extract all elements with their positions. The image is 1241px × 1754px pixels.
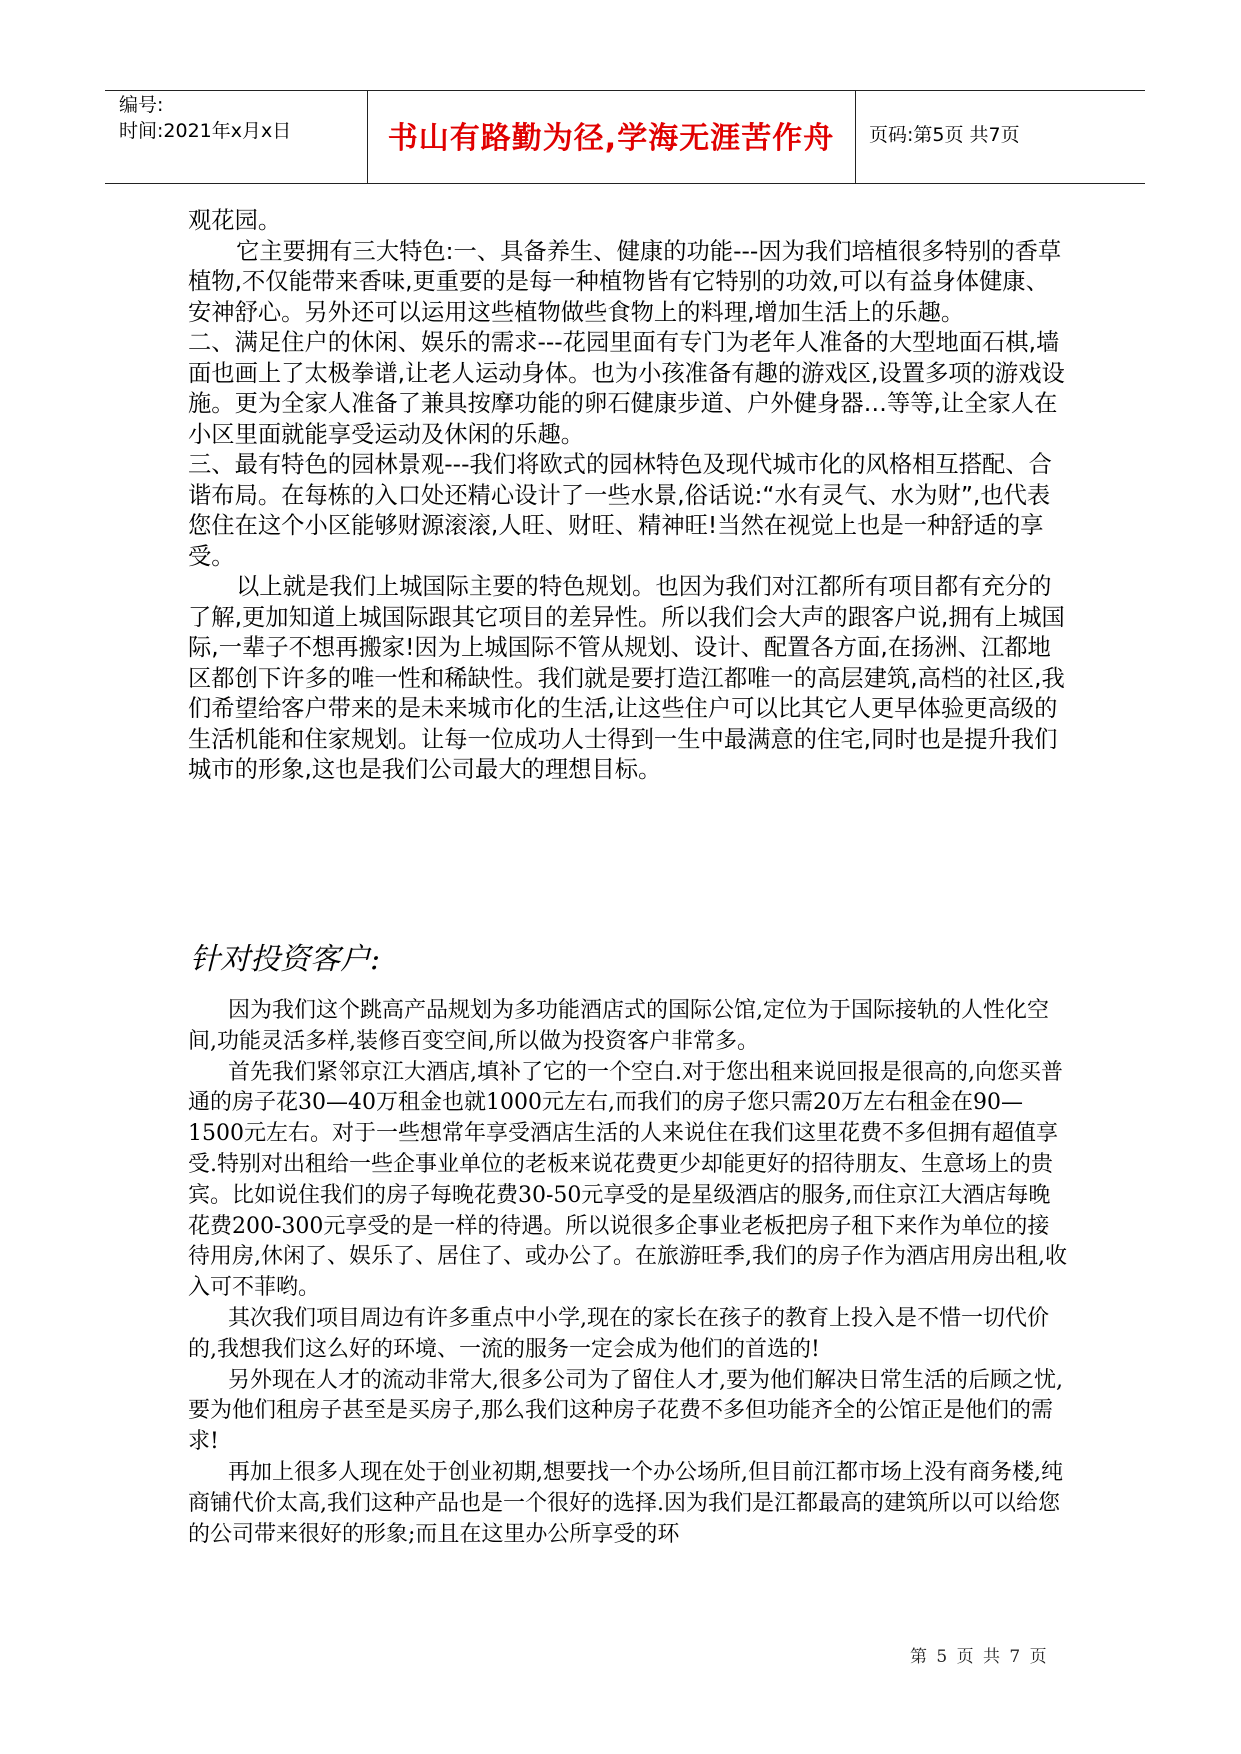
header-page-cell (855, 91, 1145, 183)
paragraph: 其次我们项目周边有许多重点中小学,现在的家长在孩子的教育上投入是不惜一切代价的,我想我们这么好的环境、一流的服务一定会成为他们的首选的! (188, 1305, 1049, 1362)
paragraph: 以上就是我们上城国际主要的特色规划。也因为我们对江都所有项目都有充分的了解,更加知道上城国际跟其它项目的差异性。所以我们会大声的跟客户说,拥有上城国际,一辈子不想再搬家!因为上城国际不管从规划、设计、配置各方面,在扬洲、江都地区都创下许多的唯一性和稀缺性。我们就是要打造江都唯一的高层建筑,高档的社区,我们希望给客户带来的是未来城市化的生活,让这些住户可以比其它人更早体验更高级的生活机能和住家规划。让每一位成功人士得到一生中最满意的住宅,同时也是提升我们城市的形象,这也是我们公司最大的理想目标。 (188, 573, 1065, 783)
body-text-intro (188, 206, 1068, 786)
section-heading: 针对投资客户: (190, 942, 381, 977)
body-text-investors (188, 996, 1068, 1550)
paragraph: 因为我们这个跳高产品规划为多功能酒店式的国际公馆,定位为于国际接轨的人性化空间,功能灵活多样,装修百变空间,所以做为投资客户非常多。 (188, 998, 1049, 1054)
header-meta-cell (105, 91, 368, 183)
paragraph: 首先我们紧邻京江大酒店,填补了它的一个空白.对于您出租来说回报是很高的,向您买普通的房子花30—40万租金也就1000元左右,而我们的房子您只需20万左右租金在90—1500元左右。对于一些想常年享受酒店生活的人来说住在我们这里花费不多但拥有超值享受.特别对出租给一些企事业单位的老板来说花费更少却能更好的招待朋友、生意场上的贵宾。比如说住我们的房子每晚花费30-50元享受的是星级酒店的服务,而住京江大酒店每晚花费200-300元享受的是一样的待遇。所以说很多企事业老板把房子租下来作为单位的接待用房,休闲了、娱乐了、居住了、或办公了。在旅游旺季,我们的房子作为酒店用房出租,收入可不菲哟。 (188, 1059, 1067, 1301)
document-time-label: 时间:2021年x月x日 (119, 120, 292, 142)
paragraph: 再加上很多人现在处于创业初期,想要找一个办公场所,但目前江都市场上没有商务楼,纯商铺代价太高,我们这种产品也是一个很好的选择.因为我们是江都最高的建筑所以可以给您的公司带来很好的形象;而且在这里办公所享受的环 (188, 1459, 1063, 1547)
page-footer-number: 第 5 页 共 7 页 (910, 1647, 1049, 1667)
header-motto-cell (367, 91, 856, 183)
header-page-number: 页码:第5页 共7页 (869, 124, 1020, 146)
paragraph: 它主要拥有三大特色:一、具备养生、健康的功能---因为我们培植很多特别的香草植物,不仅能带来香味,更重要的是每一种植物皆有它特别的功效,可以有益身体健康、安神舒心。另外还可以运用这些植物做些食物上的料理,增加生活上的乐趣。 (188, 237, 1062, 326)
paragraph: 观花园。 (188, 207, 282, 234)
paragraph: 二、满足住户的休闲、娱乐的需求---花园里面有专门为老年人准备的大型地面石棋,墙面也画上了太极拳谱,让老人运动身体。也为小孩准备有趣的游戏区,设置多项的游戏设施。更为全家人准备了兼具按摩功能的卵石健康步道、户外健身器…等等,让全家人在小区里面就能享受运动及休闲的乐趣。 (188, 329, 1065, 448)
page-header (105, 90, 1145, 184)
header-motto: 书山有路勤为径,学海无涯苦作舟 (387, 121, 835, 156)
document-number-label: 编号: (119, 94, 164, 116)
paragraph: 另外现在人才的流动非常大,很多公司为了留住人才,要为他们解决日常生活的后顾之忧,要为他们租房子甚至是买房子,那么我们这种房子花费不多但功能齐全的公馆正是他们的需求! (188, 1367, 1063, 1455)
paragraph: 三、最有特色的园林景观---我们将欧式的园林特色及现代城市化的风格相互搭配、合谐布局。在每栋的入口处还精心设计了一些水景,俗话说:“水有灵气、水为财”,也代表您住在这个小区能够财源滚滚,人旺、财旺、精神旺!当然在视觉上也是一种舒适的享受。 (188, 451, 1052, 570)
